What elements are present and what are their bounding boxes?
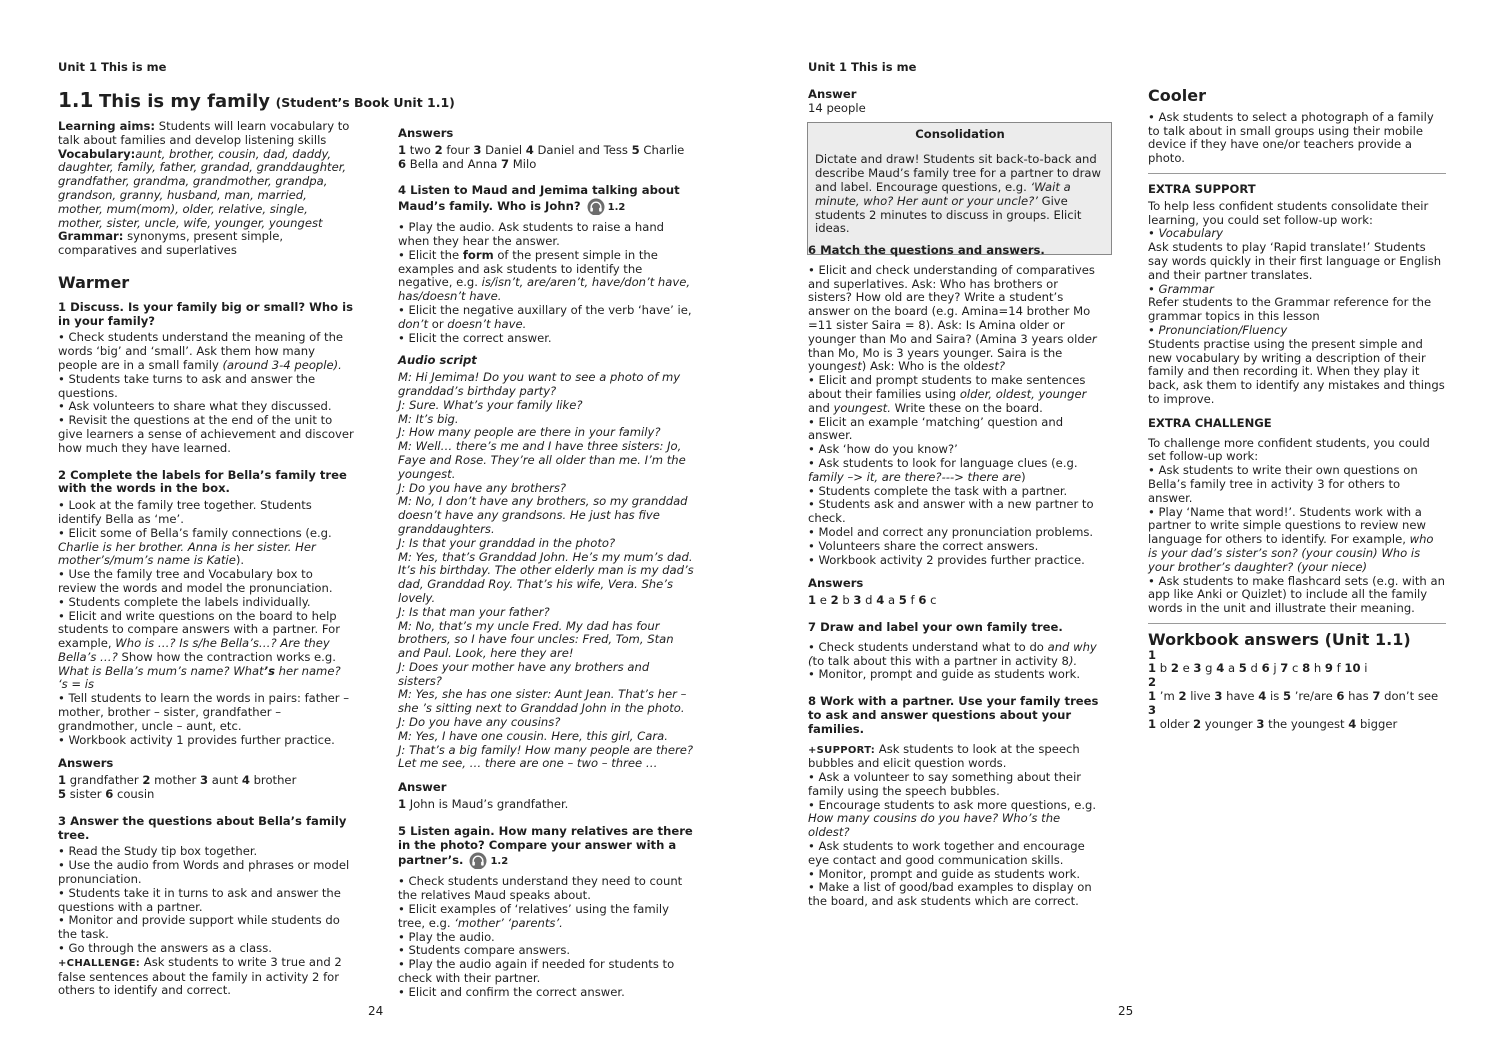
ex2-bullet: • Workbook activity 1 provides further practice. [58,732,335,747]
ec-bullet: • Ask students to make flashcard sets (e.g. with an app like Anki or Quizlet) to include all the family words in the unit and illustrate their meaning. [1148,573,1445,616]
challenge-note: +CHALLENGE: Ask students to write 3 true and 2 false sentences about the family in activity 2 for others to identify and correct. [58,954,342,998]
wb-3-label: 3 [1148,702,1157,717]
audio-script [398,371,694,771]
script-line: J: Sure. What’s your family like? [398,397,583,412]
wb-1-answers: 1 b 2 e 3 g 4 a 5 d 6 j 7 c 8 h 9 f 10 i [1148,661,1368,676]
audio-track: 1.2 [490,856,509,868]
lesson-title-text: This is my family [99,91,270,112]
ex8-bullet: • Encourage students to ask more questions, e.g. How many cousins do you have? Who’s the oldest? [808,797,1097,840]
extra-challenge-intro: To challenge more confident students, you could set follow-up work: [1148,435,1430,464]
audio-track: 1.2 [607,202,626,214]
ex2-answers-label: Answers [58,756,114,771]
ex6-heading: 6 Match the questions and answers. [808,243,1045,257]
grammar [58,230,354,258]
ex5-bullet: • Elicit and confirm the correct answer. [398,984,625,999]
ex2-bullet: • Tell students to learn the words in pairs: father – mother, brother – sister, grandfather – grandmother, uncle – aunt, etc. [58,691,350,733]
script-line: M: Yes, that’s Granddad John. He’s my mum’s dad. It’s his birthday. The other elderly man is my dad’s dad, Granddad Roy. That’s his wife, Vera. She’s lovely. [398,549,694,605]
ex4-heading: 4 Listen to Maud and Jemima talking about Maud’s family. Who is John? 1.2 [398,184,694,215]
script-line: M: No, that’s my uncle Fred. My dad has four brothers, so I have four uncles: Fred, Tom, Stan and Paul. Look, here they are! [398,618,674,661]
script-line: J: That’s a big family! How many people are there? Let me see, … there are one – two – three … [398,742,694,771]
right-column-1 [808,244,1104,909]
ex2-answers: 1 grandfather 2 mother 3 aunt 4 brother 5 sister 6 cousin [58,773,297,802]
ex5-answer-label: Answer [808,87,857,101]
ex3-answers-label: Answers [398,126,454,140]
ex8-bullet: • Ask a volunteer to say something about their family using the speech bubbles. [808,770,1082,798]
learning-aims [58,120,354,148]
page-number-left: 24 [368,1004,384,1018]
wb-3-answers: 1 older 2 younger 3 the youngest 4 bigger [1148,716,1398,731]
ec-bullet: • Play ‘Name that word!’. Students work with a partner to write simple questions to review new language for others to identify. For example, who is your dad’s sister’s son? (your cousin) Who is your brother’s daughter? (your niece) [1148,504,1434,574]
es-pron-label: • Pronunciation/Fluency [1148,322,1288,337]
ex6-bullet: • Elicit and check understanding of comparatives and superlatives. Ask: Who has brothers or sisters? How old are they? Write a student’s answer on the board (e.g. Amina=14 brother Mo =11 sister Saira = 8). Ask: Is Amina older or younger than Mo and Saira? (Amina 3 years older than Mo, Mo is 3 years younger. Saira is the youngest) Ask: Who is the oldest? [808,262,1097,374]
ec-bullet: • Ask students to write their own questions on Bella’s family tree in activity 3 for others to answer. [1148,463,1418,505]
es-vocab-label: • Vocabulary [1148,226,1224,241]
ex3-heading: 3 Answer the questions about Bella’s family tree. [58,813,347,842]
ex7-bullet: • Monitor, prompt and guide as students work. [808,667,1081,682]
vocabulary-label: Vocabulary: [58,146,136,161]
warmer-heading: Warmer [58,272,130,292]
ex8-bullet: • Monitor, prompt and guide as students work. [808,866,1081,881]
ex3-bullet: • Go through the answers as a class. [58,941,272,956]
headphones-icon[interactable] [587,198,605,215]
unit-header-right: Unit 1 This is me [808,60,917,74]
es-vocab-text: Ask students to play ‘Rapid translate!’ Students say words quickly in their first language or English and their partner translates. [1148,240,1442,282]
ex6-bullet: • Students ask and answer with a new partner to check. [808,497,1094,526]
script-line: J: Do you have any cousins? [398,715,561,730]
consolidation-box [807,122,1112,255]
page-number-right: 25 [1118,1004,1134,1018]
ex6-bullet: • Volunteers share the correct answers. [808,538,1039,553]
ex3-answers: 1 two 2 four 3 Daniel 4 Daniel and Tess 5 Charlie 6 Bella and Anna 7 Milo [398,142,685,171]
grammar-text: synonyms, present simple, comparatives and superlatives [58,229,284,258]
ex2-bullet: • Students complete the labels individually. [58,594,311,609]
script-line: M: Yes, she has one sister: Aunt Jean. That’s her – she ’s sitting next to Granddad John in the photo. [398,687,687,716]
script-line: M: It’s big. [398,411,459,426]
script-line: J: Is that your granddad in the photo? [398,535,616,550]
consolidation-title: Consolidation [915,127,1005,141]
script-line: J: Do you have any brothers? [398,480,567,495]
es-grammar-text: Refer students to the Grammar reference for the grammar topics in this lesson [1148,295,1432,324]
extra-support-heading: EXTRA SUPPORT [1148,181,1256,196]
ex5-bullet: • Play the audio. [398,929,495,944]
left-column-1 [58,120,354,998]
ex2-bullet: • Look at the family tree together. Students identify Bella as ‘me’. [58,498,312,526]
ex2-bullet: • Use the family tree and Vocabulary box to review the words and model the pronunciation. [58,567,333,595]
ex5-bullet: • Play the audio again if needed for students to check with their partner. [398,957,675,986]
ex6-answers: 1 e 2 b 3 d 4 a 5 f 6 c [808,593,937,608]
ex1-bullet: • Ask volunteers to share what they discussed. [58,399,332,414]
ex1-heading: 1 Discuss. Is your family big or small? Who is in your family? [58,299,354,328]
ex8-bullet: • Ask students to work together and encourage eye contact and good communication skills. [808,839,1085,867]
script-line: M: No, I don’t have any brothers, so my granddad doesn’t have any grandsons. He just has five granddaughters. [398,494,688,536]
es-pron-text: Students practise using the present simple and new vocabulary by writing a description of their family and then recording it. When they play it back, ask them to identify any mistakes and things to improve. [1148,336,1445,406]
es-grammar-label: • Grammar [1148,281,1214,296]
cooler-bullet: • Ask students to select a photograph of a family to talk about in small groups using their mobile device if they have one/or teachers provide a photo. [1148,109,1434,166]
script-line: J: Is that man your father? [398,604,550,619]
ex6-bullet: • Students complete the task with a partner. [808,483,1068,498]
ex5-bullet: • Elicit examples of ‘relatives’ using the family tree, e.g. ‘mother’ ‘parents’. [398,902,669,930]
ex6-answers-label: Answers [808,576,864,591]
ex7-bullet: • Check students understand what to do and why (to talk about this with a partner in activity 8). [808,639,1097,668]
ex5-bullet: • Check students understand they need to count the relatives Maud speaks about. [398,874,683,903]
wb-1-label: 1 [1148,647,1157,662]
script-line: M: Yes, I have one cousin. Here, this girl, Cara. [398,728,668,743]
ex4-answer: 1 John is Maud’s grandfather. [398,797,569,812]
vocabulary [58,148,354,231]
script-line: M: Well… there’s me and I have three sisters: Jo, Faye and Rose. They’re all older than me. I’m the youngest. [398,439,686,481]
ex4-bullet: • Elicit the form of the present simple in the examples and ask students to identify the negative, e.g. is/isn’t, are/aren’t, have/don’t have, has/doesn’t have. [398,247,691,304]
wb-2-label: 2 [1148,675,1157,690]
ex2-bullet: • Elicit some of Bella’s family connections (e.g. Charlie is her brother. Anna is her sister. Her mother’s/mum’s name is Katie). [58,525,332,568]
ex4-bullet: • Elicit the negative auxillary of the verb ‘have’ ie, don’t or doesn’t have. [398,302,692,331]
ex4-bullet: • Play the audio. Ask students to raise a hand when they hear the answer. [398,220,665,248]
ex6-bullet: • Elicit and prompt students to make sentences about their families using older, oldest, younger and youngest. Write these on the board. [808,373,1087,415]
ex6-bullet: • Workbook activity 2 provides further practice. [808,552,1085,567]
ex7-heading: 7 Draw and label your own family tree. [808,619,1063,634]
ex1-bullet: • Check students understand the meaning of the words ‘big’ and ‘small’. Ask them how many people are in a small family (around 3-4 people). [58,330,344,372]
consolidation-text: Dictate and draw! Students sit back-to-back and describe Maud’s family tree for a partner to draw and label. Encourage questions, e.g. ‘Wait a minute, who? Her aunt or your uncle?’ Give students 2 minutes to discuss in groups. Elicit ideas. [815,152,1101,236]
lesson-ref: (Student’s Book Unit 1.1) [275,95,455,110]
ex4-answer-label: Answer [398,780,447,795]
ex6-bullet: • Model and correct any pronunciation problems. [808,524,1094,539]
learning-aims-label: Learning aims: [58,119,156,133]
ex6-bullet: • Ask students to look for language clues (e.g. family –> it, are there?---> there are) [808,455,1078,484]
script-line: J: Does your mother have any brothers and sisters? [398,659,650,688]
lesson-number: 1.1 [58,88,94,112]
cooler-heading: Cooler [1148,86,1206,105]
section-divider [1148,623,1446,624]
headphones-icon[interactable] [469,852,487,869]
ex3-bullet: • Read the Study tip box together. [58,844,258,859]
ex8-heading: 8 Work with a partner. Use your family trees to ask and answer questions about your families. [808,694,1099,736]
support-note: +SUPPORT: Ask students to look at the speech bubbles and elicit question words. [808,741,1080,771]
ex3-bullet: • Use the audio from Words and phrases or model pronunciation. [58,858,350,887]
script-line: J: How many people are there in your family? [398,425,661,440]
vocabulary-text: aunt, brother, cousin, dad, daddy, daughter, family, father, grandad, granddaughter, grandfather, grandma, grandmother, grandpa, grandson, granny, husband, man, married, mother, mum(mom), older, relative, single, mother, sister, uncle, wife, younger, youngest [58,146,347,230]
learning-aims-text: Students will learn vocabulary to talk about families and develop listening skills [58,119,350,147]
ex3-bullet: • Students take it in turns to ask and answer the questions with a partner. [58,885,341,914]
extra-support-intro: To help less confident students consolidate their learning, you could set follow-up work: [1148,198,1429,227]
section-divider [1148,173,1446,174]
ex2-heading: 2 Complete the labels for Bella’s family tree with the words in the box. [58,467,347,496]
extra-challenge-heading: EXTRA CHALLENGE [1148,415,1272,430]
unit-header-left: Unit 1 This is me [58,60,167,74]
ex8-bullet: • Make a list of good/bad examples to display on the board, and ask students which are correct. [808,880,1092,909]
ex1-bullet: • Revisit the questions at the end of the unit to give learners a sense of achievement and discover how much they have learned. [58,413,354,455]
audio-script-heading: Audio script [398,353,477,368]
workbook-heading: Workbook answers (Unit 1.1) [1148,629,1411,649]
lesson-title [58,88,455,112]
ex2-bullet: • Elicit and write questions on the board to help students to compare answers with a partner. For example, Who is …? Is s/he Bella’s…? Are they Bella’s …? Show how the contraction works e.g. What is Bella’s mum’s name? What’s her name? ‘s = is [58,608,341,692]
ex4-bullet: • Elicit the correct answer. [398,330,552,345]
grammar-label: Grammar: [58,229,124,244]
ex5-bullet: • Students compare answers. [398,943,571,958]
script-line: M: Hi Jemima! Do you want to see a photo of my granddad’s birthday party? [398,370,681,398]
right-column-2 [1148,86,1446,731]
wb-2-answers: 1 ’m 2 live 3 have 4 is 5 ’re/are 6 has 7 don’t see [1148,689,1439,704]
ex5-heading: 5 Listen again. How many relatives are there in the photo? Compare your answer with a partner’s. 1.2 [398,825,694,870]
ex3-bullet: • Monitor and provide support while students do the task. [58,913,340,942]
ex6-bullet: • Ask ‘how do you know?’ [808,442,958,457]
left-column-2 [398,127,694,1000]
ex1-bullet: • Students take turns to ask and answer the questions. [58,371,316,400]
ex6-bullet: • Elicit an example ‘matching’ question and answer. [808,414,1064,443]
ex5-answer: 14 people [808,100,866,115]
right-column-1-top [808,88,1104,116]
